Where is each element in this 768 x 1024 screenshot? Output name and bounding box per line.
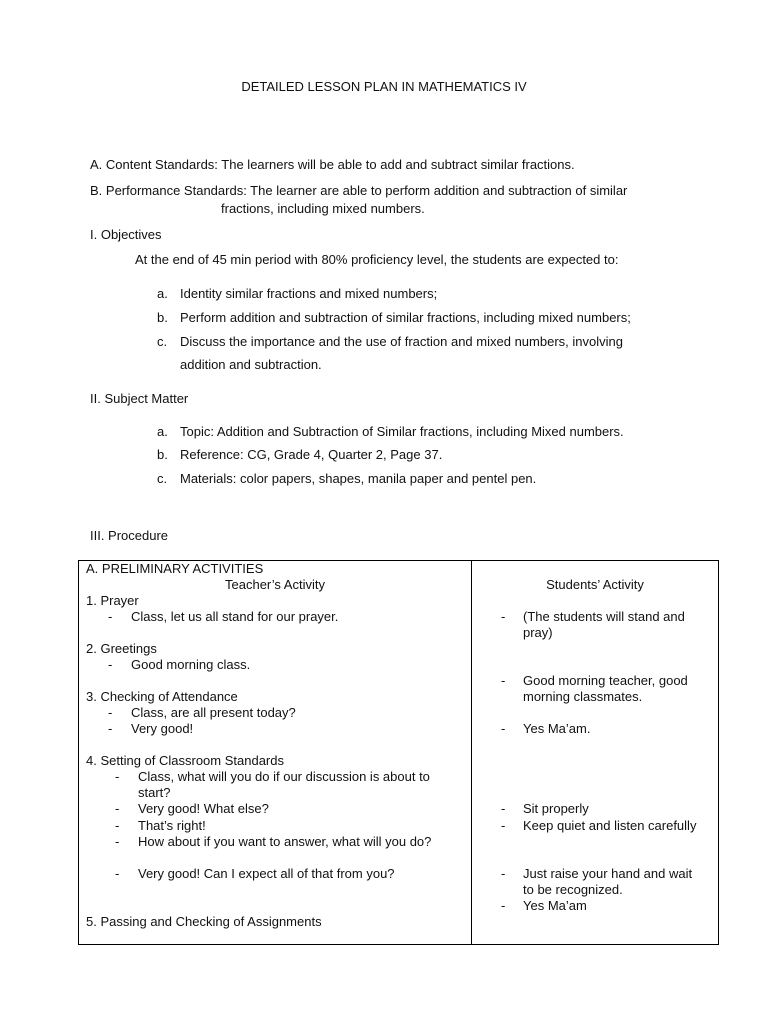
dash: - [108, 721, 113, 736]
student-line: Yes Ma’am [523, 898, 587, 913]
dash: - [115, 801, 120, 816]
objectives-heading: I. Objectives [90, 227, 162, 242]
students-column [472, 561, 719, 945]
dash: - [501, 673, 506, 688]
student-line: Keep quiet and listen carefully [523, 818, 697, 833]
dash: - [501, 721, 506, 736]
teacher-line: Class, let us all stand for our prayer. [131, 609, 339, 624]
subject-marker: b. [157, 447, 168, 462]
dash: - [115, 769, 120, 784]
student-line: to be recognized. [523, 882, 623, 897]
teacher-line: Class, what will you do if our discussion is about to [138, 769, 430, 784]
teacher-column [79, 561, 472, 945]
teacher-activity-header: Teacher’s Activity [225, 577, 325, 592]
subject-marker: c. [157, 471, 168, 486]
dash: - [501, 609, 506, 624]
teacher-line: Very good! Can I expect all of that from you? [138, 866, 395, 881]
objective-item-continued: addition and subtraction. [180, 357, 322, 372]
teacher-line: Good morning class. [131, 657, 251, 672]
subject-item: Reference: CG, Grade 4, Quarter 2, Page 37. [180, 447, 443, 462]
greetings-heading: 2. Greetings [86, 641, 157, 656]
student-line: Sit properly [523, 801, 589, 816]
teacher-line: Class, are all present today? [131, 705, 296, 720]
content-standards: A. Content Standards: The learners will be able to add and subtract similar fractions. [90, 157, 575, 172]
dash: - [501, 866, 506, 881]
student-line: (The students will stand and [523, 609, 685, 624]
teacher-line: How about if you want to answer, what will you do? [138, 834, 432, 849]
dash: - [108, 609, 113, 624]
preliminary-activities-label: A. PRELIMINARY ACTIVITIES [86, 561, 264, 576]
procedure-table [78, 560, 719, 945]
objectives-intro: At the end of 45 min period with 80% proficiency level, the students are expected to: [135, 252, 619, 267]
assignments-heading: 5. Passing and Checking of Assignments [86, 914, 322, 929]
student-line: pray) [523, 625, 553, 640]
students-activity-header: Students’ Activity [546, 577, 644, 592]
subject-item: Topic: Addition and Subtraction of Similar fractions, including Mixed numbers. [180, 424, 624, 439]
subject-matter-heading: II. Subject Matter [90, 391, 189, 406]
classroom-standards-heading: 4. Setting of Classroom Standards [86, 753, 284, 768]
student-line: Just raise your hand and wait [523, 866, 693, 881]
dash: - [501, 898, 506, 913]
performance-standards-line1: B. Performance Standards: The learner are able to perform addition and subtraction of similar [90, 183, 628, 198]
objective-item: Perform addition and subtraction of similar fractions, including mixed numbers; [180, 310, 631, 325]
teacher-line: That’s right! [138, 818, 206, 833]
objective-item: Identity similar fractions and mixed numbers; [180, 286, 438, 301]
dash: - [115, 866, 120, 881]
attendance-heading: 3. Checking of Attendance [86, 689, 238, 704]
prayer-heading: 1. Prayer [86, 593, 139, 608]
teacher-line: start? [138, 785, 171, 800]
student-line: Good morning teacher, good [523, 673, 688, 688]
dash: - [501, 801, 506, 816]
objective-marker: b. [157, 310, 168, 325]
dash: - [501, 818, 506, 833]
teacher-line: Very good! What else? [138, 801, 269, 816]
dash: - [108, 657, 113, 672]
subject-item: Materials: color papers, shapes, manila paper and pentel pen. [180, 471, 537, 486]
dash: - [108, 705, 113, 720]
performance-standards-line2: fractions, including mixed numbers. [221, 201, 425, 216]
dash: - [115, 818, 120, 833]
teacher-line: Very good! [131, 721, 194, 736]
subject-marker: a. [157, 424, 168, 439]
dash: - [115, 834, 120, 849]
document-title: DETAILED LESSON PLAN IN MATHEMATICS IV [241, 79, 527, 94]
objective-marker: a. [157, 286, 168, 301]
objective-item: Discuss the importance and the use of fraction and mixed numbers, involving [180, 334, 623, 349]
student-line: morning classmates. [523, 689, 643, 704]
objective-marker: c. [157, 334, 168, 349]
procedure-heading: III. Procedure [90, 528, 169, 543]
student-line: Yes Ma’am. [523, 721, 591, 736]
